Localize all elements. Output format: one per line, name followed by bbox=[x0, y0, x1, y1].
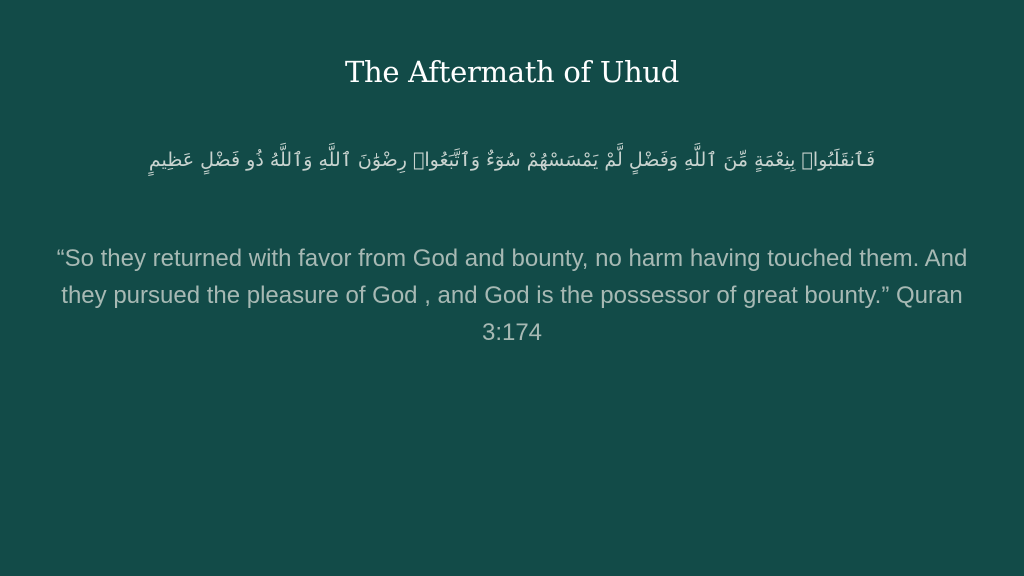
arabic-verse: فَٱنقَلَبُوا۟ بِنِعْمَةٍ مِّنَ ٱللَّهِ وَفَضْلٍ لَّمْ يَمْسَسْهُمْ سُوٓءٌ وَٱتَّبَعُوا۟ رِضْوَٰنَ ٱللَّهِ وَٱللَّهُ ذُو فَضْلٍ عَظِيمٍ bbox=[148, 149, 876, 171]
slide-title: The Aftermath of Uhud bbox=[344, 55, 680, 89]
verse-translation: “So they returned with favor from God and bounty, no harm having touched them. And they pursued the pleasure of God , and God is the possessor of great bounty.” Quran 3:174 bbox=[56, 245, 968, 346]
